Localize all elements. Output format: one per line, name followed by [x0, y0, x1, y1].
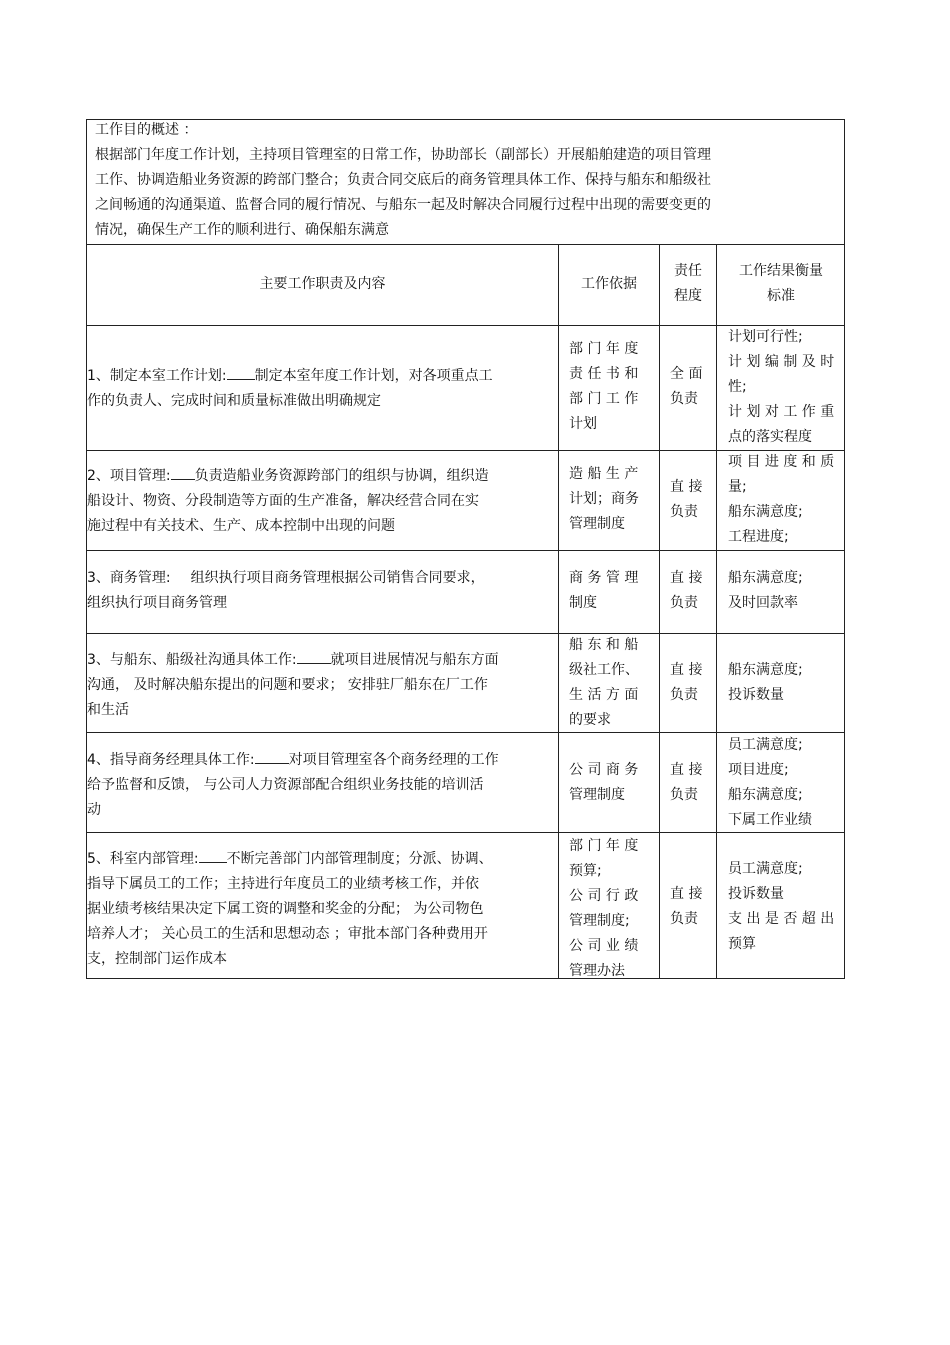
duty-content: 施过程中有关技术、生产、成本控制中出现的问题	[87, 518, 395, 534]
standard-line: 计 划 对 工 作 重	[728, 404, 835, 420]
standard-cell	[728, 733, 812, 833]
standard-line: 船东满意度;	[728, 504, 803, 520]
standard-cell	[728, 450, 834, 550]
duty-content: 据业绩考核结果决定下属工资的调整和奖金的分配； 为公司物色	[87, 901, 484, 917]
basis-line: 部 门 年 度	[569, 838, 639, 854]
standard-line: 量;	[728, 479, 747, 495]
standard-line: 项 目 进 度 和 质	[728, 454, 835, 470]
duty-content: 作的负责人、完成时间和质量标准做出明确规定	[87, 393, 381, 409]
standard-cell	[728, 325, 834, 450]
duty-content: 指导下属员工的工作；主持进行年度员工的业绩考核工作，并依	[87, 876, 479, 892]
duty-content: 组织执行项目商务管理	[87, 595, 227, 611]
duty-title: 2、项目管理:	[87, 468, 171, 484]
column-divider	[659, 244, 660, 979]
standard-line: 船东满意度;	[728, 787, 803, 803]
standard-line: 下属工作业绩	[728, 812, 812, 828]
table-divider	[86, 633, 845, 634]
duty-content: 就项目进展情况与船东方面	[330, 652, 499, 668]
duty-cell	[87, 362, 493, 414]
standard-line: 投诉数量	[728, 886, 784, 902]
responsibility-line: 直 接	[670, 886, 703, 902]
duty-content: 动	[87, 802, 101, 818]
summary-line: 根据部门年度工作计划，主持项目管理室的日常工作，协助部长（副部长）开展船舶建造的项目管理	[95, 147, 711, 163]
basis-line: 部 门 工 作	[569, 391, 639, 407]
standard-line: 点的落实程度	[728, 429, 812, 445]
underline-blank	[227, 362, 255, 380]
basis-cell	[569, 337, 651, 437]
basis-line: 公 司 业 绩	[569, 938, 639, 954]
standard-line: 计划可行性;	[728, 329, 803, 345]
responsibility-cell	[670, 475, 702, 525]
standard-line: 计 划 编 制 及 时	[728, 354, 835, 370]
standard-line: 船东满意度;	[728, 662, 803, 678]
responsibility-line: 负责	[670, 504, 698, 520]
basis-line: 管理制度	[569, 787, 625, 803]
responsibility-line: 负责	[670, 911, 698, 927]
summary-title: 工作目的概述 ：	[95, 122, 198, 138]
basis-line: 计划；商务	[569, 491, 639, 507]
basis-cell	[569, 758, 638, 808]
standard-line: 工程进度;	[728, 529, 789, 545]
summary-section	[95, 118, 711, 243]
basis-line: 责 任 书 和	[569, 366, 639, 382]
duty-content: 支，控制部门运作成本	[87, 951, 227, 967]
underline-blank	[297, 646, 331, 664]
header-responsibility	[660, 259, 716, 309]
duty-title: 3、与船东、船级社沟通具体工作:	[87, 652, 297, 668]
basis-line: 级社工作、	[569, 662, 639, 678]
duty-cell	[87, 566, 485, 616]
responsibility-cell	[670, 362, 702, 412]
duty-content: 给予监督和反馈， 与公司人力资源部配合组织业务技能的培训活	[87, 777, 484, 793]
standard-line: 员工满意度;	[728, 737, 803, 753]
column-divider	[716, 244, 717, 979]
responsibility-line: 直 接	[670, 479, 703, 495]
duty-content: 组织执行项目商务管理根据公司销售合同要求，	[190, 570, 485, 586]
basis-line: 公 司 商 务	[569, 762, 639, 778]
duty-content: 船设计、物资、分段制造等方面的生产准备，解决经营合同在实	[87, 493, 479, 509]
header-standard-line: 标准	[767, 288, 795, 304]
basis-line: 部 门 年 度	[569, 341, 639, 357]
underline-blank	[255, 746, 289, 764]
header-responsibility-line: 责任	[674, 263, 702, 279]
header-basis: 工作依据	[581, 276, 637, 292]
standard-line: 支 出 是 否 超 出	[728, 911, 835, 927]
duty-cell	[87, 845, 493, 972]
duty-content: 培养人才； 关心员工的生活和思想动态 ；审批本部门各种费用开	[87, 926, 488, 942]
standard-line: 项目进度;	[728, 762, 789, 778]
underline-blank	[199, 845, 227, 863]
header-standard	[717, 259, 845, 309]
basis-line: 生 活 方 面	[569, 687, 639, 703]
standard-cell	[728, 857, 834, 957]
standard-line: 员工满意度;	[728, 861, 803, 877]
duty-title: 1、制定本室工作计划:	[87, 368, 227, 384]
header-duties: 主要工作职责及内容	[259, 276, 386, 292]
basis-line: 造 船 生 产	[569, 466, 639, 482]
duty-title: 4、指导商务经理具体工作:	[87, 752, 255, 768]
basis-line: 制度	[569, 595, 597, 611]
basis-line: 商 务 管 理	[569, 570, 639, 586]
standard-line: 投诉数量	[728, 687, 784, 703]
responsibility-line: 直 接	[670, 762, 703, 778]
responsibility-line: 负责	[670, 687, 698, 703]
duty-content: 负责造船业务资源跨部门的组织与协调，组织造	[194, 468, 489, 484]
responsibility-line: 直 接	[670, 662, 703, 678]
duty-title: 5、科室内部管理:	[87, 851, 199, 867]
responsibility-cell	[670, 882, 702, 932]
summary-line: 之间畅通的沟通渠道、监督合同的履行情况、与船东一起及时解决合同履行过程中出现的需要变更的	[95, 197, 711, 213]
responsibility-cell	[670, 566, 702, 616]
standard-line: 及时回款率	[728, 595, 798, 611]
basis-line: 公 司 行 政	[569, 888, 639, 904]
responsibility-line: 负责	[670, 391, 698, 407]
standard-line: 预算	[728, 936, 756, 952]
duty-content: 不断完善部门内部管理制度；分派、协调、	[226, 851, 493, 867]
duty-cell	[87, 462, 489, 539]
responsibility-line: 负责	[670, 595, 698, 611]
duty-content: 制定本室年度工作计划，对各项重点工	[254, 368, 493, 384]
underline-blank	[171, 462, 195, 480]
basis-line: 管理制度	[569, 516, 625, 532]
summary-line: 工作、协调造船业务资源的跨部门整合；负责合同交底后的商务管理具体工作、保持与船东和船级社	[95, 172, 711, 188]
standard-cell	[728, 658, 803, 708]
header-standard-line: 工作结果衡量	[739, 263, 823, 279]
basis-cell	[569, 633, 639, 733]
duty-cell	[87, 746, 499, 823]
basis-line: 管理制度;	[569, 913, 630, 929]
duty-cell	[87, 646, 499, 723]
standard-line: 船东满意度;	[728, 570, 803, 586]
standard-line: 性;	[728, 379, 747, 395]
basis-line: 的要求	[569, 712, 611, 728]
basis-line: 预算;	[569, 863, 602, 879]
responsibility-line: 全 面	[670, 366, 703, 382]
summary-line: 情况，确保生产工作的顺利进行、确保船东满意	[95, 222, 389, 238]
table-divider	[86, 244, 845, 245]
duty-content: 对项目管理室各个商务经理的工作	[288, 752, 499, 768]
duty-content: 沟通， 及时解决船东提出的问题和要求； 安排驻厂船东在厂工作	[87, 677, 488, 693]
responsibility-cell	[670, 758, 702, 808]
duty-content: 和生活	[87, 702, 129, 718]
responsibility-line: 直 接	[670, 570, 703, 586]
standard-cell	[728, 566, 803, 616]
basis-line: 船 东 和 船	[569, 637, 639, 653]
table-divider	[86, 550, 845, 551]
column-divider	[558, 244, 559, 979]
basis-line: 计划	[569, 416, 597, 432]
basis-cell	[569, 834, 638, 984]
responsibility-cell	[670, 658, 702, 708]
responsibility-line: 负责	[670, 787, 698, 803]
header-responsibility-line: 程度	[674, 288, 702, 304]
basis-cell	[569, 566, 638, 616]
basis-cell	[569, 462, 639, 537]
basis-line: 管理办法	[569, 963, 625, 979]
duty-title: 3、商务管理:	[87, 570, 171, 586]
